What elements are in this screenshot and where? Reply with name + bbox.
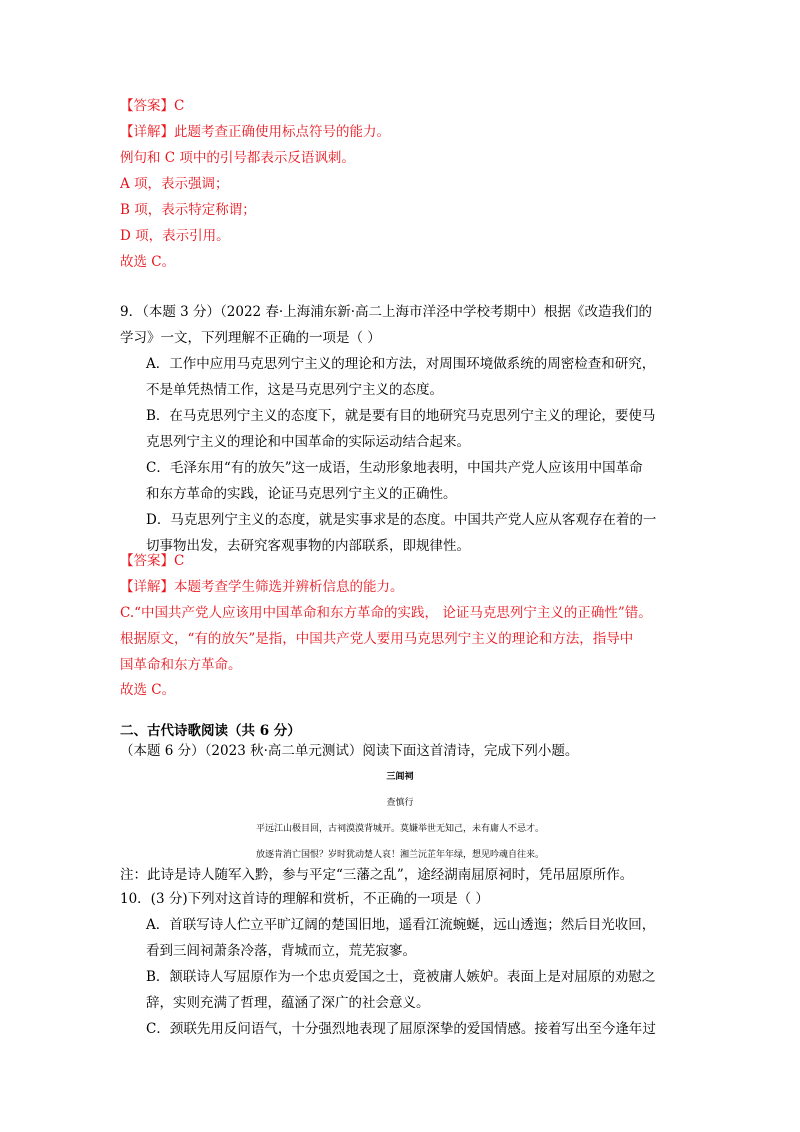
q9-explanation-line: C.“中国共产党人应该用中国革命和东方革命的实践， 论证马克思列宁主义的正确性”错。: [120, 605, 652, 621]
q9-option-c-cont: 和东方革命的实践，论证马克思列宁主义的正确性。: [146, 486, 457, 502]
poem-line: 放逐肯消亡国恨？岁时犹动楚人哀！湘兰沅芷年年绿，想见吟魂自往来。: [255, 850, 544, 860]
answer-tag: 【答案】: [120, 98, 174, 114]
q10-stem: 10．(3 分)下列对这首诗的理解和赏析，不正确的一项是（ ）: [120, 891, 489, 907]
detail-tag: 【详解】: [120, 579, 174, 595]
q8-explanation-line: A 项，表示强调；: [120, 176, 229, 192]
q9-explanation-line: 国革命和东方革命。: [120, 657, 242, 673]
q10-option-b-cont: 辞，实则充满了哲理，蕴涵了深广的社会意义。: [146, 995, 430, 1011]
poem-title: 三闾祠: [386, 772, 414, 782]
q10-option-a: A．首联写诗人伫立平旷辽阔的楚国旧地，遥看江流蜿蜒，远山透迤；然后目光收回，: [146, 917, 656, 933]
answer-value: C: [174, 553, 185, 569]
q9-answer-line: [120, 552, 184, 570]
q8-answer-line: [120, 97, 184, 115]
section-heading: 二、古代诗歌阅读（共 6 分）: [120, 723, 301, 739]
q10-option-c: C．颈联先用反问语气，十分强烈地表现了屈原深挚的爱国情感。接着写出至今逢年过: [146, 1021, 656, 1037]
q9-option-c: C．毛泽东用“有的放矢”这一成语，生动形象地表明，中国共产党人应该用中国革命: [146, 460, 643, 476]
poem-author: 查慎行: [386, 798, 414, 808]
answer-tag: 【答案】: [120, 553, 174, 569]
q9-option-a-cont: 不是单凭热情工作，这是马克思列宁主义的态度。: [146, 382, 443, 398]
q9-explanation-line: 故选 C。: [120, 682, 176, 698]
q9-option-b-cont: 克思列宁主义的理论和中国革命的实际运动结合起来。: [146, 434, 470, 450]
q9-stem-line: 9．（本题 3 分）（2022 春·上海浦东新·高二上海市洋泾中学校考期中）根据《改造我们的: [120, 304, 652, 320]
section-intro: （本题 6 分）（2023 秋·高二单元测试）阅读下面这首清诗，完成下列小题。: [120, 743, 579, 759]
q9-option-d: D．马克思列宁主义的态度，就是实事求是的态度。中国共产党人应从客观存在着的一: [146, 512, 657, 528]
q9-option-a: A．工作中应用马克思列宁主义的理论和方法，对周围环境做系统的周密检查和研究，: [146, 356, 656, 372]
q10-option-b: B．颔联诗人写屈原作为一个忠贞爱国之士，竟被庸人嫉妒。表面上是对屈原的劝慰之: [146, 969, 656, 985]
detail-text: 本题考查学生筛选并辨析信息的能力。: [174, 579, 404, 595]
q8-explanation-line: B 项，表示特定称谓；: [120, 202, 256, 218]
q8-detail-line: [120, 123, 390, 141]
detail-text: 此题考查正确使用标点符号的能力。: [174, 124, 390, 140]
detail-tag: 【详解】: [120, 124, 174, 140]
q8-explanation-line: 例句和 C 项中的引号都表示反语讽刺。: [120, 150, 355, 166]
q9-option-b: B．在马克思列宁主义的态度下，就是要有目的地研究马克思列宁主义的理论，要使马: [146, 408, 656, 424]
q9-detail-line: [120, 578, 404, 596]
q10-option-a-cont: 看到三闾祠萧条冷落，背城而立，荒芜寂寥。: [146, 943, 416, 959]
q9-stem-line: 学习》一文，下列理解不正确的一项是（ ）: [120, 330, 381, 346]
q9-option-d-cont: 切事物出发，去研究客观事物的内部联系，即规律性。: [146, 538, 470, 554]
answer-value: C: [174, 98, 185, 114]
q8-explanation-line: D 项，表示引用。: [120, 228, 230, 244]
poem-note: 注：此诗是诗人随军入黔，参与平定“三藩之乱”，途经湖南屈原祠时，凭吊屈原所作。: [120, 867, 634, 883]
q9-explanation-line: 根据原文，“有的放矢”是指，中国共产党人要用马克思列宁主义的理论和方法，指导中: [120, 631, 634, 647]
poem-line: 平远江山极目回，古祠漠漠背城开。莫嫌举世无知己，未有庸人不忌才。: [255, 824, 544, 834]
q8-explanation-line: 故选 C。: [120, 254, 176, 270]
